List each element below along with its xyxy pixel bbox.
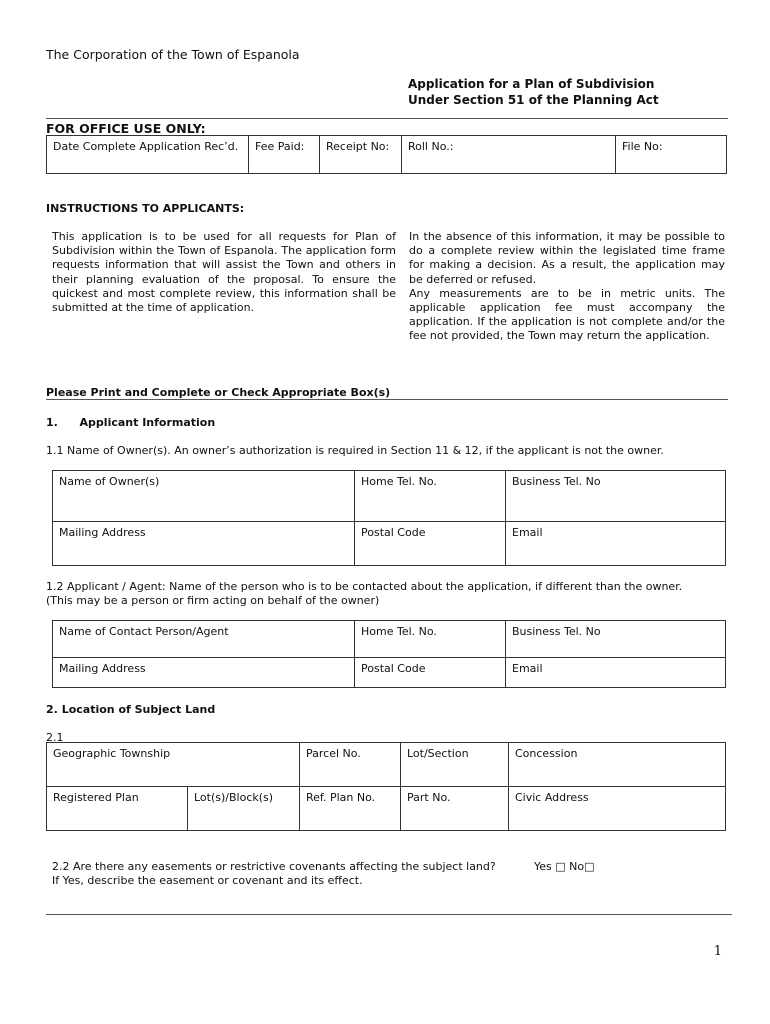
owner-email-field[interactable]: Email	[506, 522, 726, 566]
agent-business-tel-field[interactable]: Business Tel. No	[506, 621, 726, 658]
print-notice: Please Print and Complete or Check Appropriate Box(s)	[46, 386, 391, 399]
application-title	[408, 76, 659, 108]
agent-postal-code-field[interactable]: Postal Code	[355, 658, 506, 688]
office-field-receipt[interactable]: Receipt No:	[320, 136, 402, 174]
office-field-roll[interactable]: Roll No.:	[402, 136, 616, 174]
section-2-number: 2.	[46, 703, 58, 716]
section-1-number: 1.	[46, 416, 58, 429]
lot-section-field[interactable]: Lot/Section	[401, 743, 509, 787]
section-1-title: Applicant Information	[79, 416, 216, 429]
instructions-left-text: This application is to be used for all requests for Plan of Subdivision within the Town of Espanola. The application form requests information that will assist the Town and others in their planning evaluation of the proposal. To ensure the quickest and most complete review, this information shall be submitted at the time of application.	[52, 230, 396, 315]
footer-divider	[46, 914, 732, 915]
corporation-name: The Corporation of the Town of Espanola	[46, 47, 300, 62]
title-line-1: Application for a Plan of Subdivision	[408, 77, 655, 91]
owner-table	[52, 470, 726, 566]
parcel-no-field[interactable]: Parcel No.	[300, 743, 401, 787]
office-field-file[interactable]: File No:	[616, 136, 727, 174]
office-field-date[interactable]: Date Complete Application Rec’d.	[47, 136, 249, 174]
title-line-2: Under Section 51 of the Planning Act	[408, 93, 659, 107]
question-2-2: 2.2 Are there any easements or restrictive covenants affecting the subject land?	[52, 860, 496, 873]
concession-field[interactable]: Concession	[509, 743, 726, 787]
office-field-fee[interactable]: Fee Paid:	[249, 136, 320, 174]
question-2-1: 2.1	[46, 731, 64, 744]
land-table	[46, 742, 726, 831]
instructions-right-text-2: Any measurements are to be in metric units. The applicable application fee must accompany the application. If the application is not complete and/or the fee not provided, the Town may return the application.	[409, 286, 725, 343]
civic-address-field[interactable]: Civic Address	[509, 787, 726, 831]
owner-name-field[interactable]: Name of Owner(s)	[53, 471, 355, 522]
instructions-left-column	[52, 230, 396, 315]
owner-mailing-address-field[interactable]: Mailing Address	[53, 522, 355, 566]
question-1-1: 1.1 Name of Owner(s). An owner’s authorization is required in Section 11 & 12, if the applicant is not the owner.	[46, 444, 664, 457]
page-number: 1	[713, 944, 722, 959]
geographic-township-field[interactable]: Geographic Township	[47, 743, 300, 787]
ref-plan-no-field[interactable]: Ref. Plan No.	[300, 787, 401, 831]
question-1-2-line-1: 1.2 Applicant / Agent: Name of the person who is to be contacted about the application, if different than the owner.	[46, 580, 683, 593]
office-use-label: FOR OFFICE USE ONLY:	[46, 121, 206, 136]
agent-home-tel-field[interactable]: Home Tel. No.	[355, 621, 506, 658]
owner-home-tel-field[interactable]: Home Tel. No.	[355, 471, 506, 522]
question-1-2-line-2: (This may be a person or firm acting on behalf of the owner)	[46, 594, 380, 607]
section-1-heading	[46, 416, 215, 429]
agent-email-field[interactable]: Email	[506, 658, 726, 688]
header-divider	[46, 118, 728, 119]
agent-mailing-address-field[interactable]: Mailing Address	[53, 658, 355, 688]
instructions-heading: INSTRUCTIONS TO APPLICANTS:	[46, 202, 245, 215]
print-notice-divider	[46, 399, 728, 400]
agent-table	[52, 620, 726, 688]
registered-plan-field[interactable]: Registered Plan	[47, 787, 188, 831]
office-use-table	[46, 135, 727, 174]
instructions-right-column	[409, 230, 725, 344]
section-2-heading	[46, 703, 215, 716]
easement-yes-no-options[interactable]: Yes □ No□	[534, 860, 595, 873]
section-2-title: Location of Subject Land	[61, 703, 216, 716]
question-1-2	[46, 580, 682, 608]
owner-business-tel-field[interactable]: Business Tel. No	[506, 471, 726, 522]
question-2-2-followup: If Yes, describe the easement or covenant and its effect.	[52, 874, 363, 887]
owner-postal-code-field[interactable]: Postal Code	[355, 522, 506, 566]
agent-name-field[interactable]: Name of Contact Person/Agent	[53, 621, 355, 658]
instructions-right-text-1: In the absence of this information, it may be possible to do a complete review within the legislated time frame for making a decision. As a result, the application may be deferred or refused.	[409, 230, 725, 286]
part-no-field[interactable]: Part No.	[401, 787, 509, 831]
lots-blocks-field[interactable]: Lot(s)/Block(s)	[188, 787, 300, 831]
